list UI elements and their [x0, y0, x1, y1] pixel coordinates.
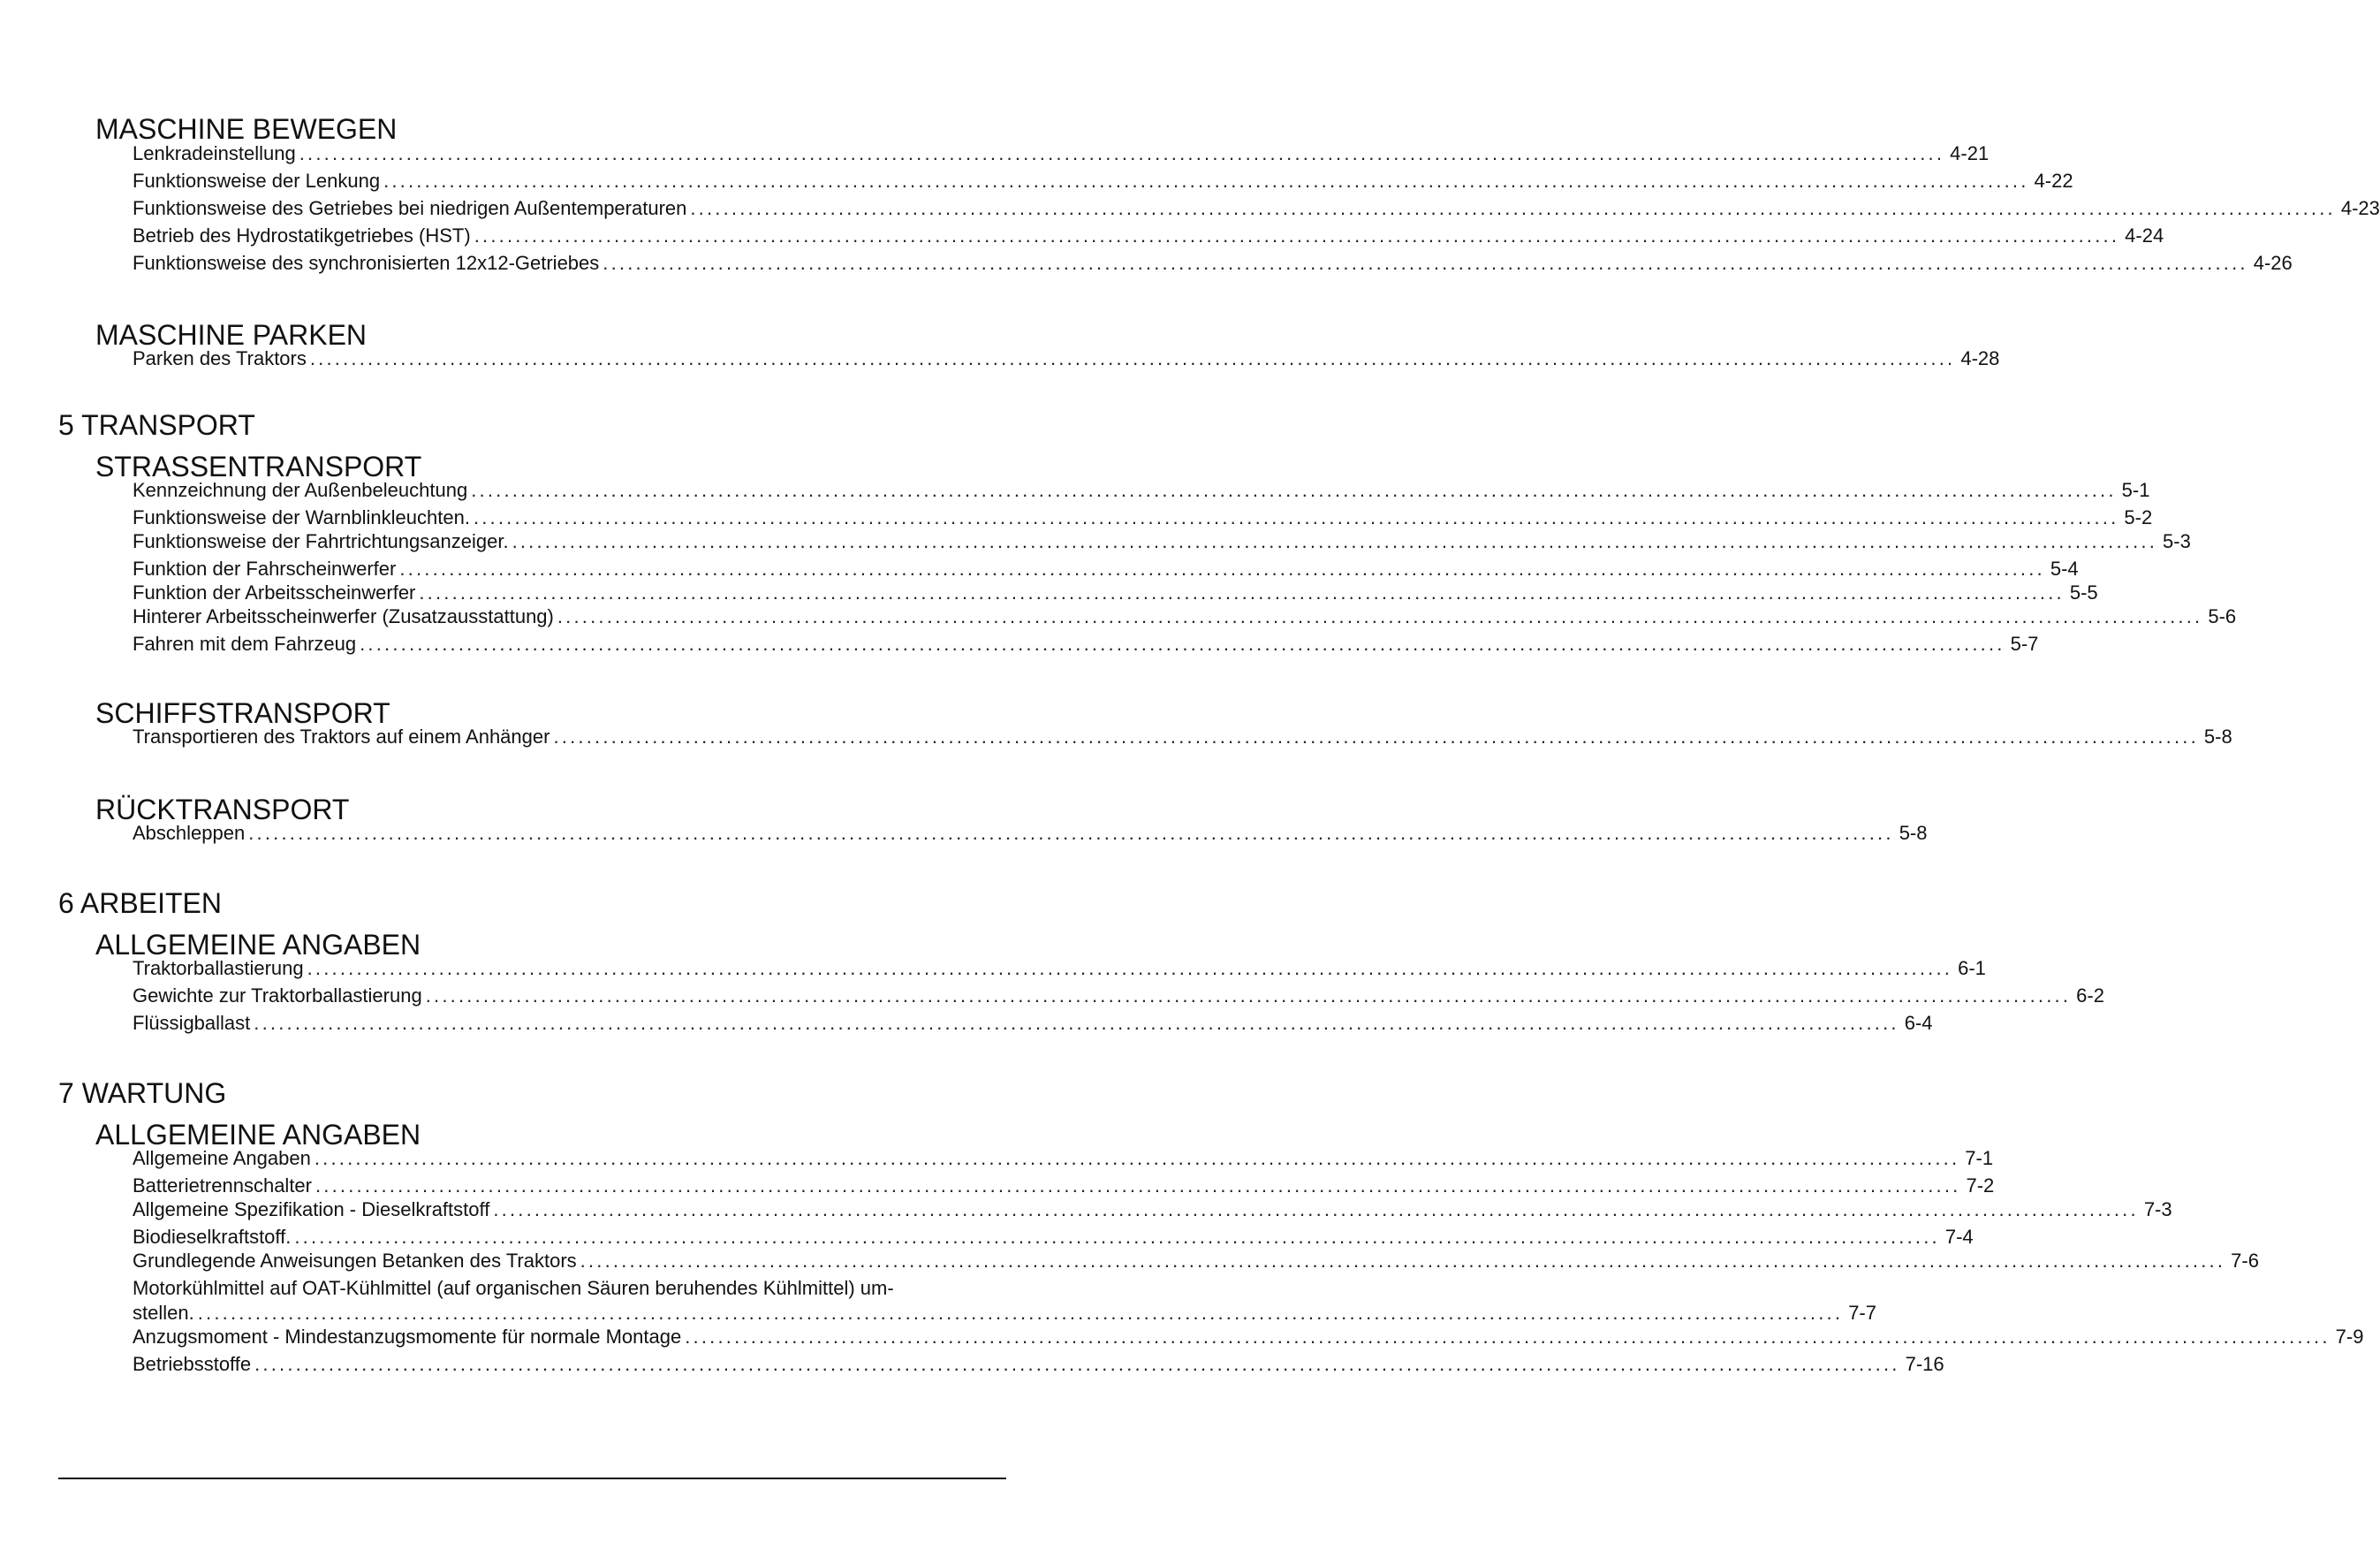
- toc-entry[interactable]: [133, 251, 2293, 276]
- toc-entry-page: 7-9: [2335, 1326, 2364, 1348]
- dot-leader: ........................................................................................................................................................................................................: [254, 1353, 1900, 1375]
- toc-entry[interactable]: [133, 196, 2380, 221]
- toc-entry[interactable]: [133, 141, 1990, 166]
- toc-entry-title: Funktion der Fahrscheinwerfer: [133, 558, 397, 580]
- dot-leader: ........................................................................................................................................................................................................: [248, 822, 1894, 844]
- toc-entry-page: 6-1: [1958, 957, 1986, 979]
- section-heading: MASCHINE BEWEGEN: [95, 113, 398, 145]
- dot-leader: ........................................................................................................................................................................................................: [315, 1174, 1961, 1197]
- dot-leader: ........................................................................................................................................................................................................: [493, 1198, 2139, 1220]
- toc-entry-title: Funktionsweise der Fahrtrichtungsanzeiger.: [133, 530, 509, 552]
- section-heading: RÜCKTRANSPORT: [95, 794, 350, 825]
- dot-leader: ........................................................................................................................................................................................................: [299, 142, 1945, 164]
- toc-entry-title: Kennzeichnung der Außenbeleuchtung: [133, 479, 468, 501]
- section-heading: SCHIFFSTRANSPORT: [95, 697, 390, 729]
- toc-entry[interactable]: [133, 956, 1986, 981]
- toc-entry[interactable]: [133, 1146, 1994, 1171]
- toc-entry[interactable]: [133, 1352, 1944, 1377]
- dot-leader: ........................................................................................................................................................................................................: [580, 1250, 2226, 1272]
- toc-entry-title: Allgemeine Spezifikation - Dieselkraftstoff: [133, 1198, 490, 1220]
- toc-entry-page: 6-2: [2076, 984, 2104, 1007]
- toc-entry[interactable]: [133, 557, 2079, 581]
- toc-entry-title: Betrieb des Hydrostatikgetriebes (HST): [133, 224, 471, 247]
- toc-entry-page: 7-2: [1966, 1174, 1995, 1197]
- toc-entry[interactable]: [133, 169, 2073, 194]
- dot-leader: ........................................................................................................................................................................................................: [473, 506, 2119, 528]
- toc-entry-title: Gewichte zur Traktorballastierung: [133, 984, 422, 1007]
- toc-entry[interactable]: [133, 984, 2104, 1008]
- toc-entry[interactable]: [133, 224, 2164, 248]
- toc-entry-title: Fahren mit dem Fahrzeug: [133, 633, 357, 655]
- toc-entry-title: Abschleppen: [133, 822, 246, 844]
- chapter-heading: 7 WARTUNG: [58, 1077, 227, 1109]
- toc-entry-title: Transportieren des Traktors auf einem Anhänger: [133, 726, 550, 748]
- dot-leader: ........................................................................................................................................................................................................: [425, 984, 2072, 1007]
- toc-entry-page: 7-4: [1944, 1226, 1974, 1248]
- toc-entry[interactable]: [133, 1301, 1876, 1326]
- toc-entry-title: Funktion der Arbeitsscheinwerfer: [133, 581, 416, 604]
- toc-entry-page: 4-24: [2125, 224, 2164, 247]
- toc-entry-page: 5-1: [2121, 479, 2150, 501]
- toc-entry-title: Funktionsweise der Lenkung: [133, 170, 381, 192]
- dot-leader: ........................................................................................................................................................................................................: [557, 605, 2203, 627]
- toc-entry-title: Traktorballastierung: [133, 957, 304, 979]
- toc-entry[interactable]: [133, 1225, 1974, 1250]
- toc-entry[interactable]: [133, 529, 2191, 554]
- dot-leader: ........................................................................................................................................................................................................: [307, 957, 1953, 979]
- toc-entry[interactable]: [133, 632, 2039, 657]
- toc-entry-page: 7-3: [2143, 1198, 2172, 1220]
- footer-rule: [58, 1478, 1006, 1479]
- section-heading: ALLGEMEINE ANGABEN: [95, 929, 421, 961]
- toc-entry-page: 7-1: [1965, 1147, 1994, 1169]
- toc-entry-title: Hinterer Arbeitsscheinwerfer (Zusatzausstattung): [133, 605, 554, 627]
- toc-entry-page: 5-5: [2069, 581, 2098, 604]
- toc-entry-page: 7-6: [2231, 1250, 2259, 1272]
- toc-entry-title: Lenkradeinstellung: [133, 142, 296, 164]
- toc-entry-page: 4-22: [2034, 170, 2073, 192]
- toc-entry-page: 5-2: [2124, 506, 2153, 528]
- dot-leader: ........................................................................................................................................................................................................: [399, 558, 2045, 580]
- dot-leader: ........................................................................................................................................................................................................: [471, 479, 2117, 501]
- dot-leader: ........................................................................................................................................................................................................: [553, 726, 2199, 748]
- toc-entry[interactable]: [133, 1325, 2364, 1349]
- dot-leader: ........................................................................................................................................................................................................: [314, 1147, 1960, 1169]
- dot-leader: ........................................................................................................................................................................................................: [685, 1326, 2331, 1348]
- toc-entry[interactable]: [133, 478, 2150, 503]
- toc-entry-page: 6-4: [1904, 1012, 1933, 1034]
- toc-entry[interactable]: [133, 1011, 1933, 1036]
- toc-entry-page: 5-7: [2010, 633, 2039, 655]
- toc-entry-title: Flüssigballast: [133, 1012, 251, 1034]
- dot-leader: ........................................................................................................................................................................................................: [474, 224, 2120, 247]
- toc-entry-title: Funktionsweise des Getriebes bei niedrigen Außentemperaturen: [133, 197, 687, 219]
- toc-entry[interactable]: [133, 1197, 2172, 1222]
- toc-entry[interactable]: [133, 581, 2098, 605]
- toc-entry[interactable]: [133, 346, 2000, 371]
- dot-leader: ........................................................................................................................................................................................................: [360, 633, 2005, 655]
- section-heading: STRASSENTRANSPORT: [95, 451, 422, 482]
- dot-leader: ........................................................................................................................................................................................................: [309, 347, 1956, 369]
- toc-entry[interactable]: [133, 821, 1928, 846]
- toc-entry-title: Betriebsstoffe: [133, 1353, 252, 1375]
- toc-entry-title: Parken des Traktors: [133, 347, 307, 369]
- dot-leader: ........................................................................................................................................................................................................: [197, 1302, 1844, 1324]
- dot-leader: ........................................................................................................................................................................................................: [383, 170, 2029, 192]
- toc-entry-title: Allgemeine Angaben: [133, 1147, 311, 1169]
- toc-entry[interactable]: [133, 1174, 1995, 1198]
- toc-entry-title: Funktionsweise der Warnblinkleuchten.: [133, 506, 470, 528]
- dot-leader: ........................................................................................................................................................................................................: [254, 1012, 1899, 1034]
- toc-entry-page: 4-26: [2253, 252, 2293, 274]
- toc-entry-page: 4-23: [2340, 197, 2380, 219]
- dot-leader: ........................................................................................................................................................................................................: [512, 530, 2158, 552]
- chapter-heading: 5 TRANSPORT: [58, 409, 255, 441]
- toc-entry-page: 4-28: [1960, 347, 2000, 369]
- toc-entry-title: Grundlegende Anweisungen Betanken des Traktors: [133, 1250, 577, 1272]
- section-heading: MASCHINE PARKEN: [95, 319, 368, 351]
- toc-entry-title: stellen.: [133, 1302, 194, 1324]
- toc-entry-title: Funktionsweise des synchronisierten 12x12-Getriebes: [133, 252, 600, 274]
- toc-entry-page: 5-8: [2203, 726, 2232, 748]
- toc-entry[interactable]: [133, 725, 2232, 749]
- toc-entry[interactable]: [133, 604, 2237, 629]
- dot-leader: ........................................................................................................................................................................................................: [690, 197, 2336, 219]
- toc-entry-title: Batterietrennschalter: [133, 1174, 312, 1197]
- toc-entry-page: 5-6: [2208, 605, 2237, 627]
- dot-leader: ........................................................................................................................................................................................................: [603, 252, 2248, 274]
- toc-entry[interactable]: [133, 1249, 2259, 1273]
- chapter-heading: 6 ARBEITEN: [58, 887, 222, 919]
- toc-entry[interactable]: [133, 505, 2153, 530]
- toc-entry-page: 7-16: [1905, 1353, 1944, 1375]
- toc-entry-page: 7-7: [1848, 1302, 1876, 1324]
- toc-entry-page: 4-21: [1950, 142, 1990, 164]
- dot-leader: ........................................................................................................................................................................................................: [294, 1226, 1940, 1248]
- toc-entry-page: 5-3: [2163, 530, 2191, 552]
- toc-entry-title: Biodieselkraftstoff.: [133, 1226, 292, 1248]
- dot-leader: ........................................................................................................................................................................................................: [419, 581, 2065, 604]
- section-heading: ALLGEMEINE ANGABEN: [95, 1119, 421, 1151]
- toc-entry-page: 5-4: [2050, 558, 2079, 580]
- toc-entry-page: 5-8: [1899, 822, 1928, 844]
- toc-entry-title: Anzugsmoment - Mindestanzugsmomente für normale Montage: [133, 1326, 682, 1348]
- toc-entry-line[interactable]: Motorkühlmittel auf OAT-Kühlmittel (auf organischen Säuren beruhendes Kühlmittel) um-: [133, 1277, 894, 1299]
